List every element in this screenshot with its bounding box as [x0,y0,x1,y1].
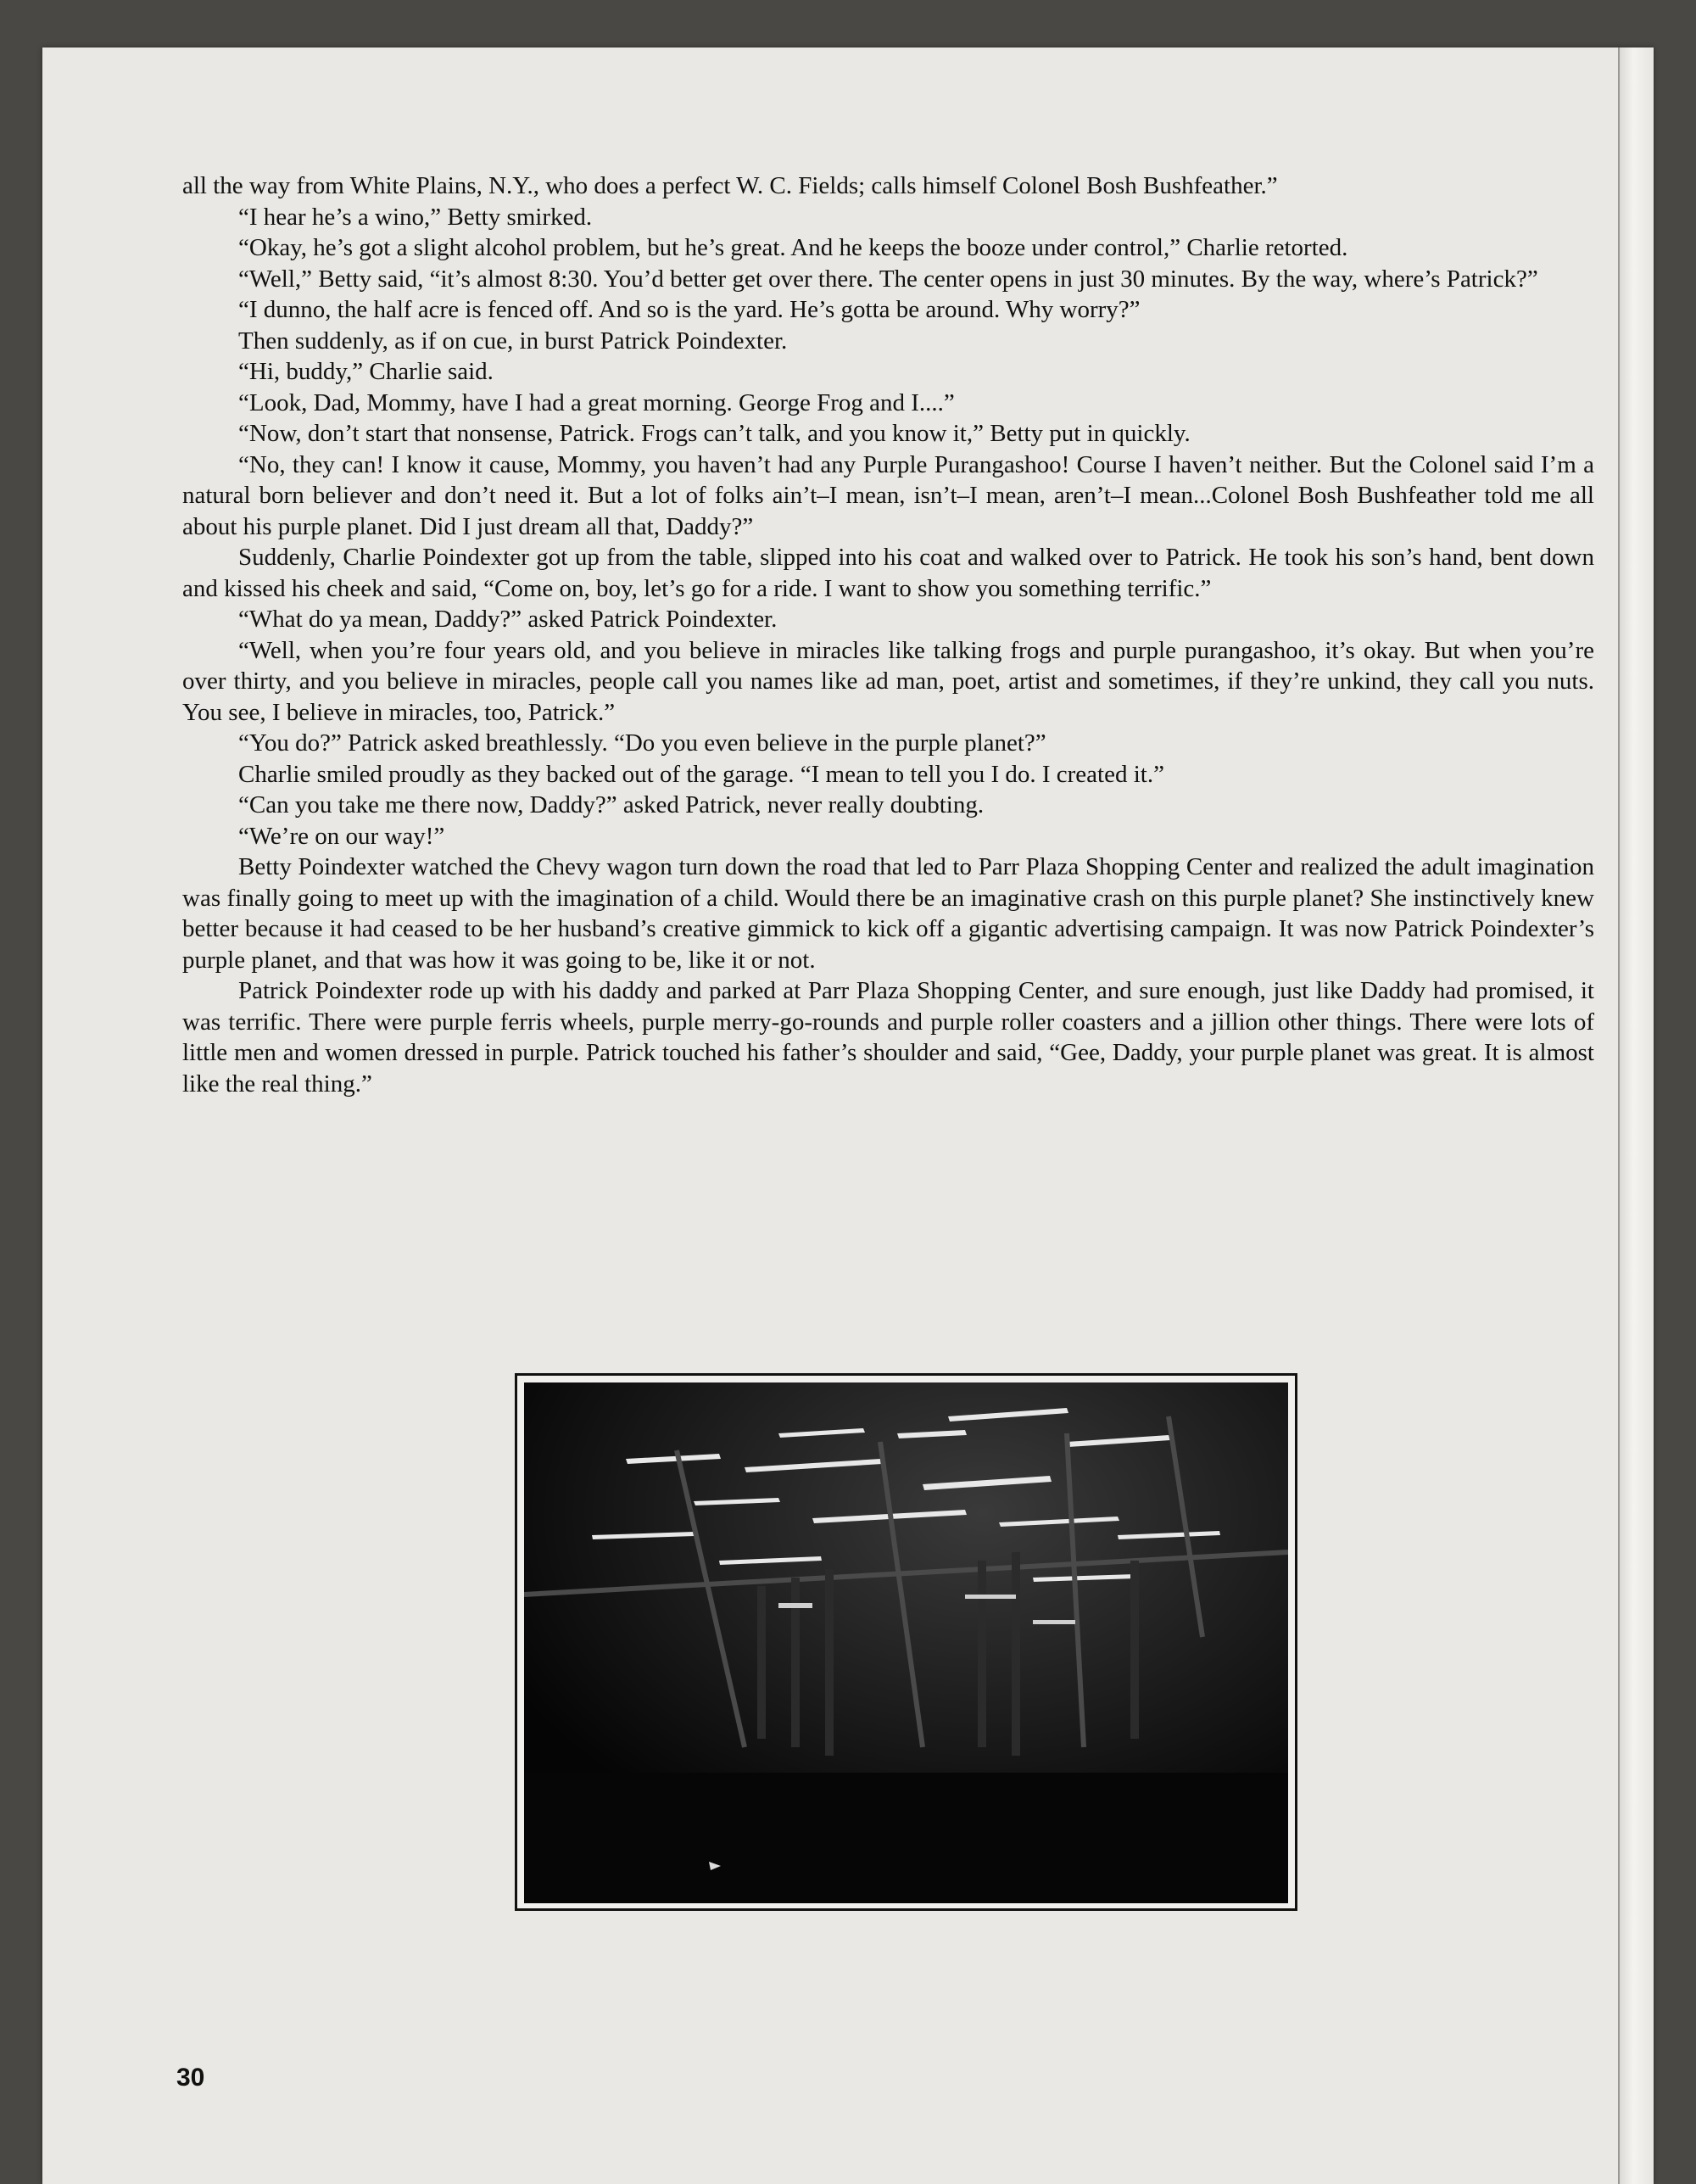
paragraph: “I hear he’s a wino,” Betty smirked. [238,203,593,231]
paragraph: Patrick Poindexter rode up with his daddy and parked at Parr Plaza Shopping Center, and sure enough, just like Daddy had promised, it was terrific. There were purple ferris wheels, purple merry-go-rounds and purple roller coasters and a jillion other things. There were lots of little men and women dressed in purple. Patrick touched his father’s shoulder and said, “Gee, Daddy, your purple planet was great. It is almost like the real thing.” [182,977,1594,1098]
paragraph: “Well, when you’re four years old, and you believe in miracles like talking frogs and purple purangashoo, it’s okay. But when you’re over thirty, and you believe in miracles, people call you names like ad man, poet, artist and sometimes, if they’re unkind, they call you nuts. You see, I believe in miracles, too, Patrick.” [182,636,1594,726]
paragraph-continued: all the way from White Plains, N.Y., who does a perfect W. C. Fields; calls himself Colonel Bosh Bushfeather.” [182,172,1278,199]
paragraph: “We’re on our way!” [238,822,445,850]
paragraph: “I dunno, the half acre is fenced off. And so is the yard. He’s gotta be around. Why worry?” [238,296,1141,323]
paragraph: “Now, don’t start that nonsense, Patrick. Frogs can’t talk, and you know it,” Betty put in quickly. [238,420,1191,447]
paragraph: Then suddenly, as if on cue, in burst Patrick Poindexter. [238,327,788,355]
paragraph: “Can you take me there now, Daddy?” asked Patrick, never really doubting. [238,791,985,818]
paragraph: Charlie smiled proudly as they backed out of the garage. “I mean to tell you I do. I created it.” [238,760,1164,788]
paragraph: “You do?” Patrick asked breathlessly. “Do you even believe in the purple planet?” [238,729,1046,757]
page-number: 30 [176,2064,205,2092]
amusement-ride-photo [524,1382,1288,1903]
paragraph: “What do ya mean, Daddy?” asked Patrick Poindexter. [238,606,778,633]
story-text [182,170,1594,1099]
paragraph: “Look, Dad, Mommy, have I had a great morning. George Frog and I....” [238,388,955,416]
book-page [42,47,1654,2184]
photo-frame [515,1373,1297,1911]
paragraph: “Okay, he’s got a slight alcohol problem, but he’s great. And he keeps the booze under control,” Charlie retorted. [238,234,1348,261]
photo-image [524,1382,1288,1903]
paragraph: Betty Poindexter watched the Chevy wagon turn down the road that led to Parr Plaza Shopping Center and realized the adult imagination was finally going to meet up with the imagination of a child. Would there be an imaginative crash on this purple planet? She instinctively knew better because it had ceased to be her husband’s creative gimmick to kick off a gigantic advertising campaign. It was now Patrick Poindexter’s purple planet, and that was how it was going to be, like it or not. [182,853,1594,974]
paragraph: Suddenly, Charlie Poindexter got up from the table, slipped into his coat and walked over to Patrick. He took his son’s hand, bent down and kissed his cheek and said, “Come on, boy, let’s go for a ride. I want to show you something terrific.” [182,544,1594,602]
paragraph: “Well,” Betty said, “it’s almost 8:30. You’d better get over there. The center opens in just 30 minutes. By the way, where’s Patrick?” [238,265,1538,293]
paragraph: “No, they can! I know it cause, Mommy, you haven’t had any Purple Purangashoo! Course I haven’t neither. But the Colonel said I’m a natural born believer and don’t need it. But a lot of folks ain’t–I mean, isn’t–I mean, aren’t–I mean...Colonel Bosh Bushfeather told me all about his purple planet. Did I just dream all that, Daddy?” [182,450,1594,540]
page-gutter [1618,47,1654,2184]
paragraph: “Hi, buddy,” Charlie said. [238,358,494,385]
